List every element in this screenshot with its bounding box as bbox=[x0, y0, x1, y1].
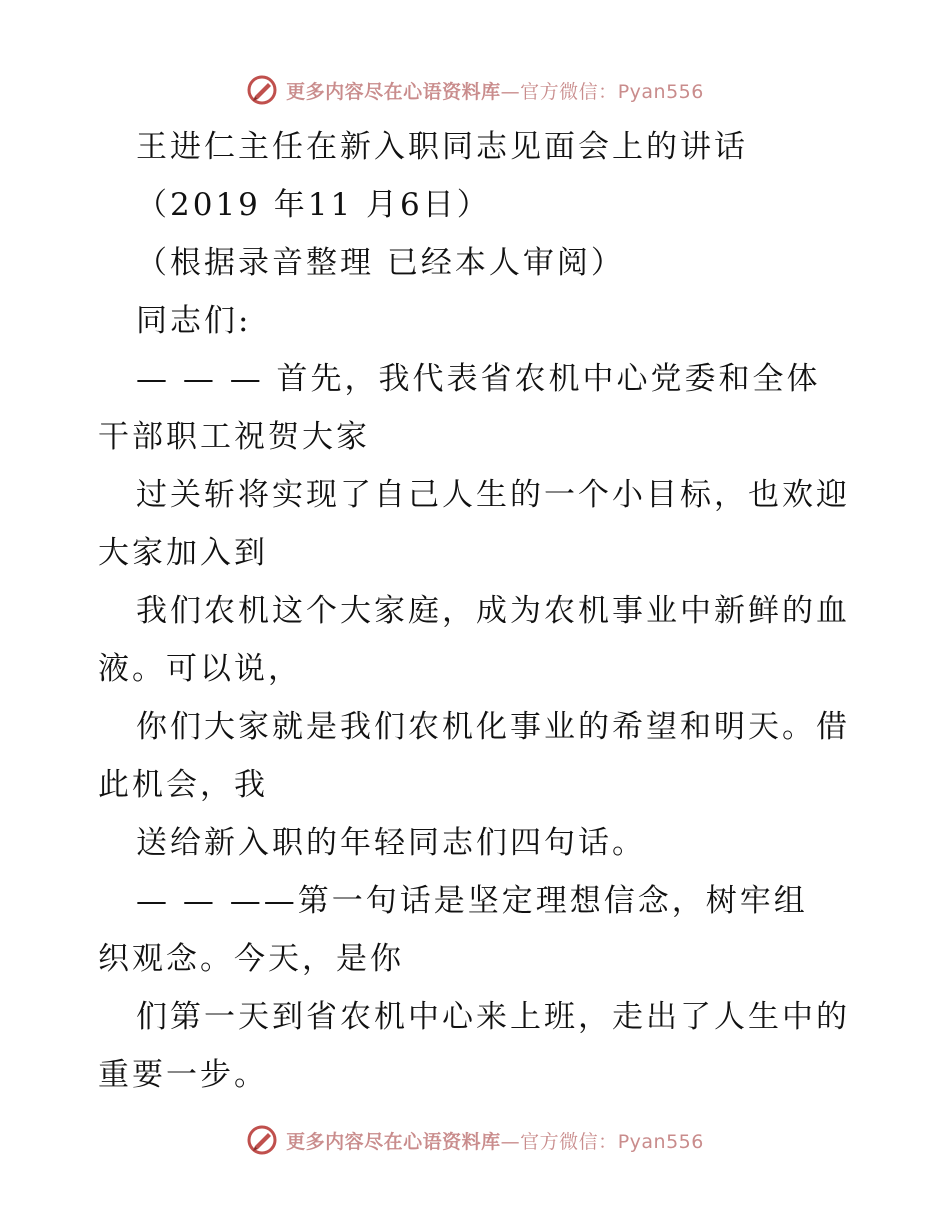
text-line: 此机会，我 bbox=[98, 767, 268, 803]
text-line: — — — 首先，我代表省农机中心党委和全体 bbox=[136, 361, 821, 397]
text-line: 过关斩将实现了自己人生的一个小目标，也欢迎 bbox=[136, 477, 850, 513]
watermark-site-text: 更多内容尽在心语资料库 bbox=[286, 80, 501, 103]
text-line: 送给新入职的年轻同志们四句话。 bbox=[136, 825, 646, 861]
text-line: 液。可以说， bbox=[98, 651, 302, 687]
salutation: 同志们: bbox=[136, 303, 252, 339]
watermark-wechat-id: Pyan556 bbox=[617, 80, 704, 103]
watermark-wechat-label: 官方微信： bbox=[520, 80, 618, 103]
pen-logo-icon bbox=[246, 74, 278, 106]
watermark-banner-bottom bbox=[0, 1120, 950, 1160]
document-note: （根据录音整理 已经本人审阅） bbox=[136, 245, 625, 281]
text-line: — — ——第一句话是坚定理想信念，树牢组 bbox=[136, 883, 808, 919]
text-line: 重要一步。 bbox=[98, 1057, 268, 1093]
watermark-wechat-label: 官方微信： bbox=[520, 1130, 618, 1153]
text-line: 你们大家就是我们农机化事业的希望和明天。借 bbox=[136, 709, 850, 745]
watermark-dash: — bbox=[500, 80, 521, 103]
text-line: 干部职工祝贺大家 bbox=[98, 419, 370, 455]
watermark-site-text: 更多内容尽在心语资料库 bbox=[286, 1130, 501, 1153]
document-date: （2019 年11 月6日） bbox=[136, 187, 491, 223]
text-line: 我们农机这个大家庭，成为农机事业中新鲜的血 bbox=[136, 593, 850, 629]
text-line: 们第一天到省农机中心来上班，走出了人生中的 bbox=[136, 999, 850, 1035]
watermark-dash: — bbox=[500, 1130, 521, 1153]
text-line: 织观念。今天，是你 bbox=[98, 941, 404, 977]
pen-logo-icon bbox=[246, 1124, 278, 1156]
document-title: 王进仁主任在新入职同志见面会上的讲话 bbox=[136, 129, 748, 165]
watermark-banner-top bbox=[0, 70, 950, 110]
watermark-text bbox=[286, 1127, 704, 1154]
document-body bbox=[98, 118, 868, 1104]
text-line: 大家加入到 bbox=[98, 535, 268, 571]
watermark-text bbox=[286, 77, 704, 104]
watermark-wechat-id: Pyan556 bbox=[617, 1130, 704, 1153]
